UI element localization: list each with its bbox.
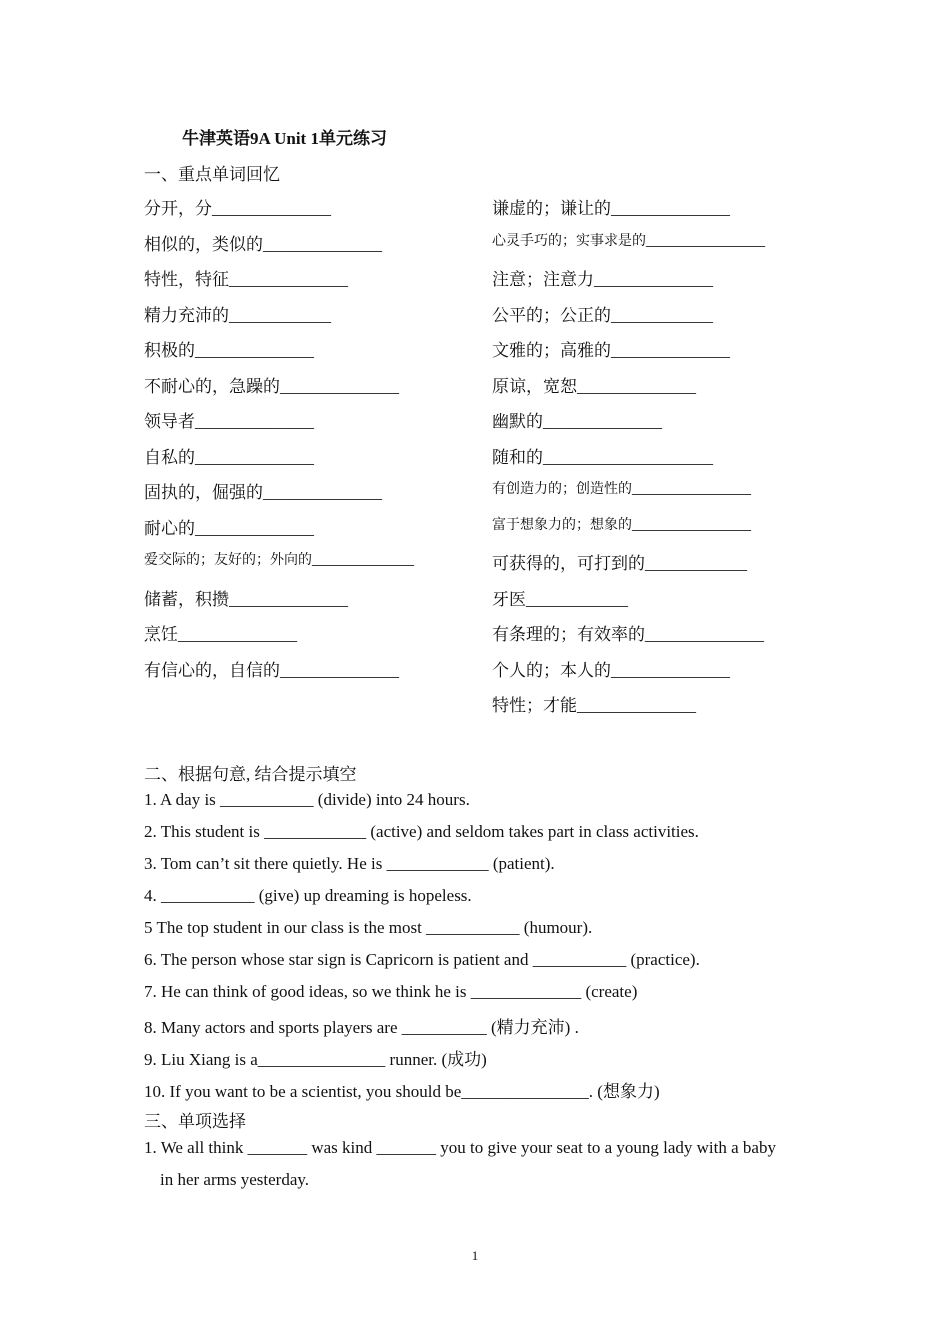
fill-item-9: 9. Liu Xiang is a_______________ runner. (成功) — [144, 1050, 487, 1069]
left-vocab-row — [144, 549, 414, 569]
vocab-label: 特性，特征 — [144, 270, 229, 289]
vocab-blank[interactable]: ______________ — [178, 625, 297, 644]
right-vocab-row — [492, 265, 713, 290]
vocab-label: 个人的；本人的 — [492, 660, 611, 680]
page-number: 1 — [471, 1248, 479, 1263]
choice-item-1-line1: 1. We all think _______ was kind _______ you to give your seat to a young lady with a baby — [144, 1138, 776, 1157]
left-vocab-row — [144, 372, 399, 397]
vocab-blank[interactable]: ______________ — [645, 625, 764, 644]
document-title: 牛津英语9A Unit 1单元练习 — [182, 129, 387, 148]
vocab-label: 分开，分 — [144, 199, 212, 218]
left-vocab-row — [144, 514, 314, 539]
fill-item-8: 8. Many actors and sports players are __________ (精力充沛) . — [144, 1018, 579, 1037]
vocab-label: 烹饪 — [144, 625, 178, 644]
fill-item-6: 6. The person whose star sign is Capricorn is patient and ___________ (practice). — [144, 950, 700, 969]
vocab-blank[interactable]: ______________ — [229, 270, 348, 289]
vocab-label: 领导者 — [144, 412, 195, 431]
right-vocab-row — [492, 301, 713, 326]
right-vocab-row — [492, 336, 730, 361]
vocab-blank[interactable]: ______________ — [611, 341, 730, 360]
left-vocab-row — [144, 478, 382, 503]
vocab-label: 谦虚的；谦让的 — [492, 199, 611, 218]
vocab-blank[interactable]: ____________________ — [543, 447, 713, 467]
left-vocab-row — [144, 656, 399, 681]
fill-item-7: 7. He can think of good ideas, so we think he is _____________ (create) — [144, 982, 638, 1001]
choice-item-1-line2: in her arms yesterday. — [160, 1170, 310, 1189]
left-vocab-row — [144, 265, 348, 290]
vocab-blank[interactable]: ______________ — [543, 412, 662, 431]
vocab-blank[interactable]: ______________ — [263, 234, 382, 254]
vocab-label: 可获得的，可打到的 — [492, 554, 645, 573]
vocab-blank[interactable]: ______________ — [195, 447, 314, 467]
left-vocab-row — [144, 301, 331, 326]
vocab-blank[interactable]: ______________ — [646, 229, 765, 249]
left-vocab-row — [144, 585, 348, 610]
vocab-label: 有创造力的；创造性的 — [492, 482, 632, 497]
vocab-label: 特性；才能 — [492, 696, 577, 715]
vocab-blank[interactable]: ______________ — [229, 589, 348, 609]
vocab-label: 幽默的 — [492, 412, 543, 431]
vocab-label: 积极的 — [144, 341, 195, 360]
vocab-label: 注意；注意力 — [492, 270, 594, 289]
right-vocab-row — [492, 656, 730, 681]
vocab-label: 随和的 — [492, 447, 543, 467]
right-vocab-row — [492, 443, 713, 468]
vocab-blank[interactable]: ______________ — [263, 483, 382, 502]
vocab-label: 富于想象力的；想象的 — [492, 517, 632, 533]
vocab-blank[interactable]: ______________ — [195, 412, 314, 431]
vocab-blank[interactable]: ____________ — [229, 305, 331, 325]
right-vocab-row — [492, 691, 696, 716]
right-vocab-row — [492, 514, 751, 534]
right-vocab-row — [492, 372, 696, 397]
vocab-blank[interactable]: ____________ — [611, 305, 713, 325]
right-vocab-row — [492, 549, 747, 574]
vocab-label: 储蓄，积攒 — [144, 589, 229, 609]
left-vocab-row — [144, 443, 314, 468]
vocab-label: 爱交际的；友好的；外向的 — [144, 553, 312, 568]
vocab-label: 原谅，宽恕 — [492, 376, 577, 396]
fill-item-4: 4. ___________ (give) up dreaming is hopeless. — [144, 886, 472, 905]
left-vocab-row — [144, 336, 314, 361]
vocab-label: 文雅的；高雅的 — [492, 341, 611, 360]
left-vocab-row — [144, 620, 297, 645]
vocab-label: 相似的，类似的 — [144, 234, 263, 254]
right-vocab-row — [492, 478, 751, 498]
vocab-blank[interactable]: ______________ — [611, 660, 730, 680]
section1-heading: 一、重点单词回忆 — [144, 165, 280, 184]
vocab-label: 精力充沛的 — [144, 305, 229, 325]
right-vocab-row — [492, 230, 765, 250]
vocab-label: 牙医 — [492, 589, 526, 609]
vocab-label: 有条理的；有效率的 — [492, 625, 645, 644]
right-vocab-row — [492, 620, 764, 645]
vocab-blank[interactable]: ______________ — [195, 341, 314, 360]
vocab-label: 耐心的 — [144, 518, 195, 538]
vocab-blank[interactable]: ______________ — [577, 376, 696, 396]
section3-heading: 三、单项选择 — [144, 1112, 246, 1131]
vocab-label: 有信心的，自信的 — [144, 660, 280, 680]
vocab-blank[interactable]: ______________ — [594, 270, 713, 289]
vocab-blank[interactable]: ____________ — [645, 554, 747, 573]
vocab-label: 自私的 — [144, 447, 195, 467]
left-vocab-row — [144, 230, 382, 255]
right-vocab-row — [492, 194, 730, 219]
vocab-label: 固执的，倔强的 — [144, 483, 263, 502]
vocab-label: 心灵手巧的；实事求是的 — [492, 233, 646, 249]
vocab-blank[interactable]: ____________ — [526, 589, 628, 609]
vocab-blank[interactable]: ______________ — [212, 199, 331, 218]
left-vocab-row — [144, 407, 314, 432]
vocab-label: 不耐心的，急躁的 — [144, 376, 280, 396]
vocab-blank[interactable]: ______________ — [280, 376, 399, 396]
section2-heading: 二、根据句意, 结合提示填空 — [144, 765, 357, 784]
vocab-blank[interactable]: ______________ — [632, 513, 751, 533]
vocab-blank[interactable]: ______________ — [577, 696, 696, 715]
fill-item-5: 5 The top student in our class is the most ___________ (humour). — [144, 918, 593, 937]
vocab-blank[interactable]: ______________ — [280, 660, 399, 680]
fill-item-1: 1. A day is ___________ (divide) into 24 hours. — [144, 790, 470, 809]
fill-item-10: 10. If you want to be a scientist, you should be_______________. (想象力) — [144, 1082, 660, 1101]
fill-item-2: 2. This student is ____________ (active) and seldom takes part in class activities. — [144, 822, 699, 841]
left-vocab-row — [144, 194, 331, 219]
right-vocab-row — [492, 585, 628, 610]
vocab-blank[interactable]: ______________ — [195, 518, 314, 538]
vocab-label: 公平的；公正的 — [492, 305, 611, 325]
vocab-blank[interactable]: ______________ — [632, 478, 751, 497]
vocab-blank[interactable]: ______________ — [611, 199, 730, 218]
vocab-blank[interactable]: ____________ — [312, 549, 414, 568]
right-vocab-row — [492, 407, 662, 432]
fill-item-3: 3. Tom can’t sit there quietly. He is ____________ (patient). — [144, 854, 555, 873]
